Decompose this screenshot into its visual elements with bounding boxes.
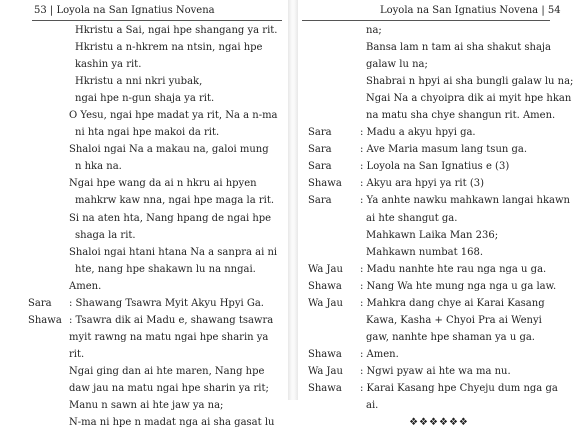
line-text: : Amen. [360, 348, 399, 360]
speaker-label: Sara [308, 144, 332, 156]
line-text: Manu n sawn ai hte jaw ya na; [69, 400, 224, 412]
speaker-label: Sara [28, 297, 52, 309]
line-text: daw jau na matu ngai hpe sharin ya rit; [69, 382, 269, 394]
text-line [308, 158, 570, 175]
page-body [308, 22, 574, 431]
line-text: hte, nang hpe shakawn lu na nngai. [75, 263, 256, 275]
text-line [28, 244, 280, 261]
text-line [308, 244, 570, 261]
line-text: Ngai ging dan ai hte maren, Nang hpe [69, 365, 265, 377]
text-line [308, 210, 570, 227]
header-rule [302, 20, 550, 21]
page-header [34, 4, 215, 18]
text-line [308, 56, 570, 73]
page-body [28, 22, 280, 431]
text-line [28, 380, 280, 397]
line-text: shaga la rit. [75, 229, 136, 241]
text-line [308, 73, 574, 90]
text-line [308, 278, 570, 295]
line-text: Amen. [69, 280, 102, 292]
text-line [308, 175, 570, 192]
line-text: na matu sha chye shangun rit. Amen. [366, 110, 556, 122]
text-line [308, 261, 570, 278]
ornament-divider: ❖❖❖❖❖❖ [409, 417, 469, 429]
text-line [28, 73, 280, 90]
text-line [308, 39, 570, 56]
line-text: : Akyu ara hpyi ya rit (3) [360, 178, 484, 190]
line-text: Hkristu a nni nkri yubak, [75, 76, 203, 88]
line-text: : Mahkra dang chye ai Karai Kasang [360, 297, 545, 309]
line-text: : Nang Wa hte mung nga nga u ga law. [360, 280, 557, 292]
text-line [28, 346, 280, 363]
line-text: : Ngwi pyaw ai hte wa ma nu. [360, 365, 511, 377]
page-number: 54 [547, 5, 561, 16]
line-text: Si na aten hta, Nang hpang de ngai hpe [69, 212, 272, 224]
text-line [308, 107, 570, 124]
text-line [28, 329, 280, 346]
line-text: : Karai Kasang hpe Chyeju dum nga ga [360, 382, 558, 394]
header-rule [32, 20, 282, 21]
text-line [308, 346, 570, 363]
text-line [28, 39, 280, 56]
speaker-label: Sara [308, 195, 332, 207]
text-line [28, 90, 280, 107]
text-line [308, 90, 570, 107]
speaker-label: Shawa [28, 314, 62, 326]
line-text: Ngai Na a chyoipra dik ai myit hpe hkan [366, 93, 572, 105]
text-line [28, 312, 280, 329]
line-text: ai hte shangut ga. [366, 212, 458, 224]
line-text: : Ave Maria masum lang tsun ga. [360, 144, 528, 156]
line-text: rit. [69, 348, 85, 360]
text-line [28, 261, 280, 278]
speaker-label: Shawa [308, 178, 342, 190]
text-line [28, 295, 280, 312]
text-line [308, 329, 570, 346]
speaker-label: Shawa [308, 382, 342, 394]
text-line [28, 158, 280, 175]
line-text: Bansa lam n tam ai sha shakut shaja [366, 42, 551, 54]
line-text: Kawa, Kasha + Chyoi Pra ai Wenyi [366, 314, 542, 326]
text-line [28, 141, 280, 158]
line-text: : Shawang Tsawra Myit Akyu Hpyi Ga. [69, 297, 264, 309]
speaker-label: Wa Jau [308, 263, 343, 275]
line-text: mahkrw kaw nna, ngai hpe maga la rit. [75, 195, 275, 207]
text-line [28, 22, 280, 39]
line-text: ngai hpe n-gun shaja ya rit. [75, 93, 215, 105]
line-text: n hka na. [75, 161, 122, 173]
text-line [308, 312, 570, 329]
line-text: Shaloi ngai Na a makau na, galoi mung [69, 144, 269, 156]
speaker-label: Wa Jau [308, 365, 343, 377]
text-line [28, 363, 280, 380]
line-text: Hkristu a n-hkrem na ntsin, ngai hpe [75, 42, 263, 54]
line-text: ni hta ngai hpe makoi da rit. [75, 127, 220, 139]
text-line [28, 414, 280, 431]
text-line [28, 192, 280, 209]
text-line [28, 56, 280, 73]
header-separator: | [49, 5, 57, 16]
line-text: : Madu nanhte hte rau nga nga u ga. [360, 263, 547, 275]
text-line [308, 124, 570, 141]
page-header [380, 4, 561, 18]
header-separator: | [541, 5, 548, 16]
speaker-label: Sara [308, 161, 332, 173]
line-text: Mahkawn Laika Man 236; [366, 229, 499, 241]
line-text: Ngai hpe wang da ai n hkru ai hpyen [69, 178, 257, 190]
line-text: Hkristu a Sai, ngai hpe shangang ya rit. [75, 25, 278, 36]
text-line [28, 107, 280, 124]
text-line [28, 124, 280, 141]
line-text: O Yesu, ngai hpe madat ya rit, Na a n-ma [69, 110, 278, 122]
running-title: Loyola na San Ignatius Novena [56, 5, 215, 16]
line-text: : Madu a akyu hpyi ga. [360, 127, 476, 139]
line-text: kashin ya rit. [75, 59, 142, 71]
line-text: gaw, nanhte hpe shaman ya u ga. [366, 331, 535, 343]
line-text: ai. [366, 400, 379, 412]
text-line [308, 192, 570, 209]
line-text: Shabrai n hpyi ai sha bungli galaw lu na; [366, 76, 574, 88]
speaker-label: Sara [308, 127, 332, 139]
line-text: galaw lu na; [366, 59, 428, 71]
line-text: myit rawng na matu ngai hpe sharin ya [69, 331, 269, 343]
text-line [308, 363, 570, 380]
book-gutter [288, 0, 298, 400]
speaker-label: Shawa [308, 280, 342, 292]
text-line [308, 227, 570, 244]
text-line [308, 380, 570, 397]
right-page [298, 0, 580, 429]
line-text: : Ya anhte nawku mahkawn langai hkawn [360, 195, 570, 207]
line-text: Shaloi ngai htani htana Na a sanpra ai ni [69, 246, 278, 258]
line-text: : Tsawra dik ai Madu e, shawang tsawra [69, 314, 274, 326]
text-line [28, 227, 280, 244]
text-line [308, 295, 570, 312]
speaker-label: Wa Jau [308, 297, 343, 309]
line-text: na; [366, 25, 382, 36]
text-line [28, 210, 280, 227]
left-page [0, 0, 288, 429]
speaker-label: Shawa [308, 348, 342, 360]
line-text: N-ma ni hpe n madat nga ai sha gasat lu [69, 417, 275, 429]
line-text: : Loyola na San Ignatius e (3) [360, 161, 510, 173]
page-number: 53 [34, 5, 47, 16]
text-line [28, 175, 280, 192]
text-line [308, 141, 570, 158]
running-title: Loyola na San Ignatius Novena [380, 5, 539, 16]
text-line [28, 278, 280, 295]
line-text: Mahkawn numbat 168. [366, 246, 484, 258]
text-line [308, 22, 570, 39]
